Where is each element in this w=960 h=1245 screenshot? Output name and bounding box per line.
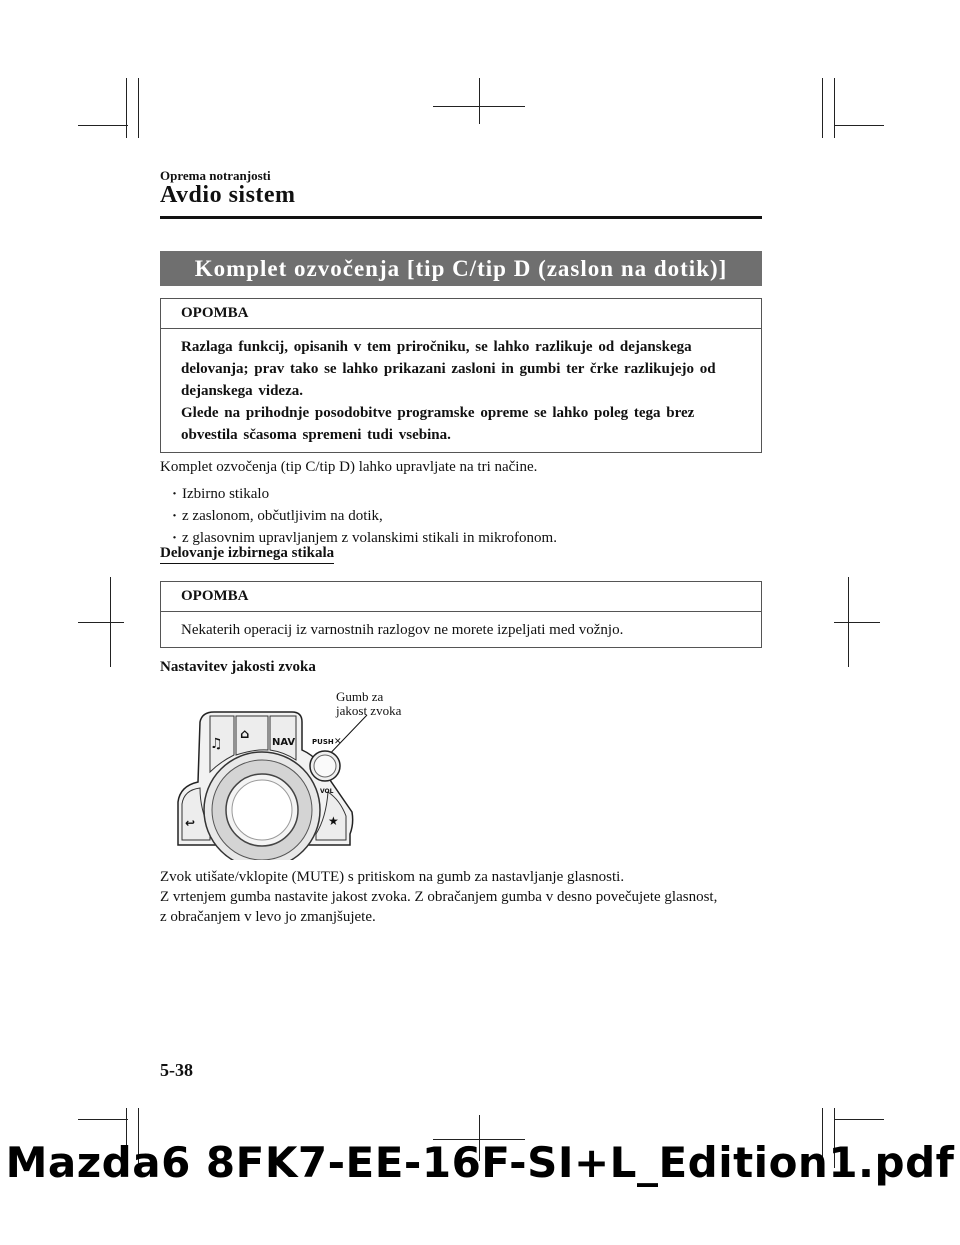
intro-paragraph: Komplet ozvočenja (tip C/tip D) lahko upravljate na tri načine. — [160, 459, 538, 475]
note-box — [160, 581, 762, 648]
crop-mark — [834, 125, 884, 126]
callout-line: jakost zvoka — [336, 703, 402, 718]
body-line: z obračanjem v levo jo zmanjšujete. — [160, 909, 376, 925]
favorite-star-icon: ★ — [328, 814, 339, 828]
note-box — [160, 298, 762, 453]
music-icon: ♫ — [210, 736, 223, 752]
note-line: Razlaga funkcij, opisanih v tem priročniku, se lahko razlikuje od dejanskega — [181, 339, 692, 355]
note-line: dejanskega videza. — [181, 383, 303, 399]
section-label: Oprema notranjosti — [160, 168, 271, 183]
crop-mark — [834, 78, 835, 138]
method-list — [172, 483, 557, 549]
list-item: · Izbirno stikalo — [172, 483, 557, 505]
page-number: 5-38 — [160, 1060, 193, 1080]
home-icon: ⌂ — [240, 727, 250, 742]
header-rule — [160, 216, 762, 219]
crop-mark — [834, 1119, 884, 1120]
note-heading: OPOMBA — [161, 582, 761, 612]
crop-mark — [78, 125, 128, 126]
vol-label: VOL — [320, 788, 334, 795]
footer-filename: Mazda6 8FK7-EE-16F-SI+L_Edition1.pdf — [5, 1138, 955, 1187]
crop-mark — [834, 622, 880, 623]
note-line: delovanja; prav tako se lahko prikazani zasloni in gumbi ter črke razlikujejo od — [181, 361, 716, 377]
list-item: · z zaslonom, občutljivim na dotik, — [172, 505, 557, 527]
note-line: obvestila sčasoma spremeni tudi vsebina. — [181, 427, 451, 443]
crop-mark — [110, 577, 111, 667]
back-icon: ↩ — [185, 816, 196, 830]
crop-mark — [78, 1119, 128, 1120]
page-title: Komplet ozvočenja [tip C/tip D (zaslon na dotik)] — [160, 251, 762, 286]
crop-mark — [126, 78, 127, 138]
body-line: Zvok utišate/vklopite (MUTE) s pritiskom na gumb za nastavljanje glasnosti. — [160, 869, 625, 885]
crop-mark — [822, 78, 823, 138]
commander-switch-figure — [170, 700, 430, 860]
note-body — [161, 329, 761, 452]
section-title: Avdio sistem — [160, 182, 296, 208]
crop-mark — [138, 78, 139, 138]
mute-icon: ✕ — [334, 737, 342, 747]
list-item: · z glasovnim upravljanjem z volanskimi stikali in mikrofonom. — [172, 527, 557, 549]
note-body: Nekaterih operacij iz varnostnih razlogov ne morete izpeljati med vožnjo. — [181, 622, 624, 638]
note-heading: OPOMBA — [161, 299, 761, 329]
body-line: Z vrtenjem gumba nastavite jakost zvoka. Z obračanjem gumba v desno povečujete glasnost, — [160, 889, 718, 905]
note-line: Glede na prihodnje posodobitve programske opreme se lahko poleg tega brez — [181, 405, 695, 421]
crop-mark — [78, 622, 124, 623]
callout-line: Gumb za — [336, 689, 384, 704]
crop-mark — [479, 78, 480, 124]
crop-mark — [848, 577, 849, 667]
nav-label: NAV — [272, 737, 296, 748]
subheading: Delovanje izbirnega stikala — [160, 545, 334, 564]
push-label: PUSH — [312, 738, 334, 746]
volume-heading: Nastavitev jakosti zvoka — [160, 659, 316, 675]
